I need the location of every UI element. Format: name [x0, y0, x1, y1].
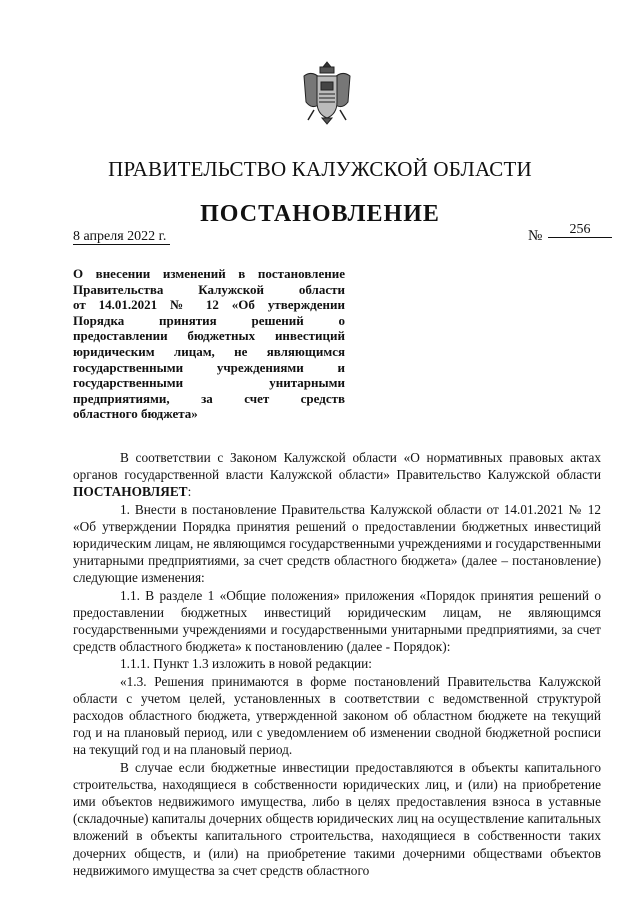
- intro-colon: :: [187, 484, 192, 500]
- subject-line: О внесении изменений в постановление: [73, 266, 345, 281]
- number-label: №: [528, 228, 543, 244]
- subject-line: предприятиями, за счет средств: [73, 390, 345, 406]
- subject-line: областного бюджета»: [73, 406, 198, 422]
- resolves-keyword: ПОСТАНОВЛЯЕТ: [73, 484, 188, 500]
- paragraph-1: 1. Внести в постановление Правительства Калужской области от 14.01.2021 № 12 «Об утверждении Порядка принятия решений о предоставлении бюджетных инвестиций юридическим лицам, не являющимся государственными учреждениями и государственными унитарными предприятиями, за счет средств областного бюджета» (далее – постановление) следующие изменения:: [73, 501, 601, 586]
- government-title: ПРАВИТЕЛЬСТВО КАЛУЖСКОЙ ОБЛАСТИ: [108, 157, 532, 181]
- subject-line: юридическим лицам, не являющимся: [73, 343, 345, 359]
- paragraph-1-3-quote: «1.3. Решения принимаются в форме постановлений Правительства Калужской области с учетом целей, установленных в соответствии с ведомственной структурой расходов областного бюджета, утвержденной законом об областном бюджете на текущий год и на плановый период, или с уведомлением об изменении сводной бюджетной росписи на текущий год и на плановый период.: [73, 673, 601, 758]
- subject-line: предоставлении бюджетных инвестиций: [73, 328, 345, 344]
- subject-line: Порядка принятия решений о: [73, 312, 345, 328]
- intro-paragraph: [73, 449, 601, 501]
- subject-line: государственными учреждениями и: [73, 359, 345, 375]
- subject-line: от 14.01.2021 № 12 «Об утверждении: [73, 297, 345, 313]
- intro-text: В соответствии с Законом Калужской области «О нормативных правовых актах органов государственной власти Калужской области» Правительство Калужской области: [73, 450, 601, 483]
- paragraph-investments: В случае если бюджетные инвестиции предоставляются в объекты капитального строительства, находящиеся в собственности юридических лиц, и (или) на приобретение ими объектов недвижимого имущества, либо в целях предоставления взноса в уставные (складочные) капиталы дочерних обществ юридических лиц на осуществление капитальных вложений в объекты капитального строительства, находящиеся в собственности таких дочерних обществ, и (или) на приобретение такими дочерними обществами объектов недвижимого имущества за счет средств областного: [73, 759, 601, 878]
- coat-of-arms-emblem: [300, 60, 354, 126]
- document-type-heading: ПОСТАНОВЛЕНИЕ: [200, 201, 440, 227]
- document-subject: [73, 266, 345, 422]
- document-body: [73, 449, 601, 879]
- paragraph-1-1: 1.1. В разделе 1 «Общие положения» приложения «Порядок принятия решений о предоставлении бюджетных инвестиций юридическим лицам, не являющимся государственными учреждениями и государственными унитарными предприятиями, за счет средств областного бюджета» к постановлению (далее - Порядок):: [73, 587, 601, 655]
- document-number: 256: [548, 222, 612, 238]
- subject-line: Правительства Калужской области: [73, 281, 345, 297]
- subject-line: государственными унитарными: [73, 375, 345, 391]
- document-date: 8 апреля 2022 г.: [73, 229, 170, 245]
- paragraph-1-1-1: 1.1.1. Пункт 1.3 изложить в новой редакции:: [120, 656, 372, 672]
